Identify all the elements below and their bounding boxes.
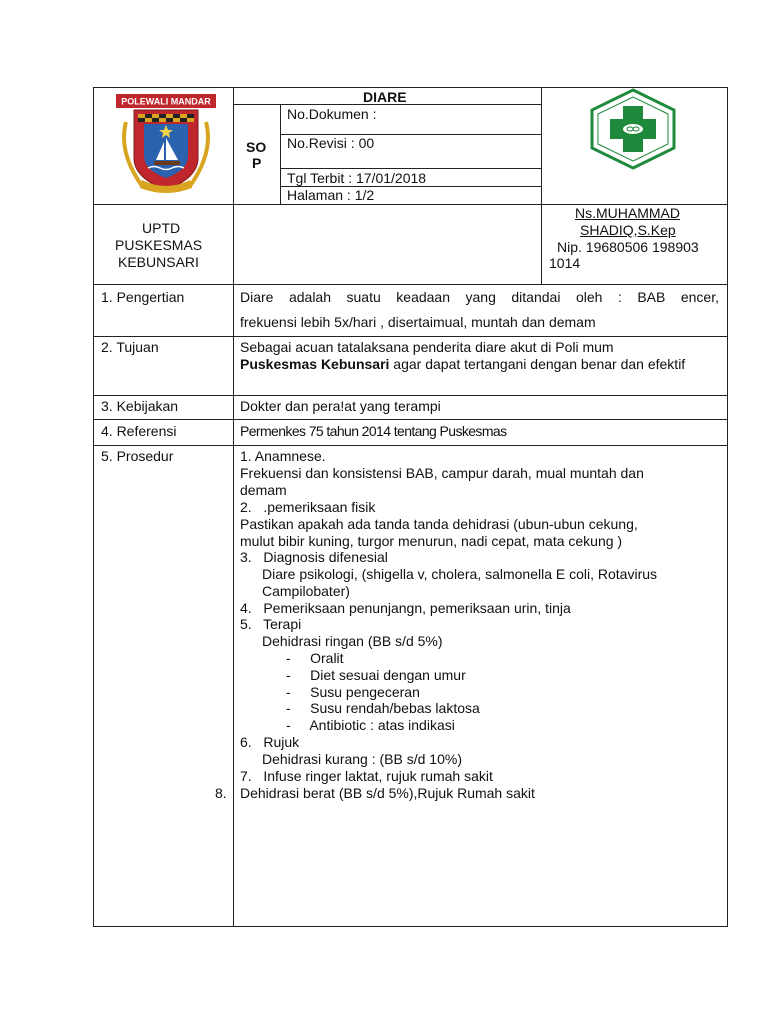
prosedur-line: Frekuensi dan konsistensi BAB, campur darah, mual muntah dan [240,465,644,481]
prosedur-line: 3. Diagnosis difenesial [240,549,388,565]
prosedur-line: Dehidrasi kurang : (BB s/d 10%) [262,751,462,767]
divider-col-left [233,87,234,927]
halaman-field: Halaman : 1/2 [287,187,375,203]
no-revisi-field: No.Revisi : 00 [287,135,375,151]
prosedur-line: 4. Pemeriksaan penunjangn, pemeriksaan urin, tinja [240,600,571,616]
svg-text:POLEWALI MANDAR: POLEWALI MANDAR [121,96,211,107]
signatory-nip-line2: 1014 [549,255,581,271]
divider-norev [280,168,541,169]
sop-label-bottom: P [252,155,262,171]
prosedur-line: 7. Infuse ringer laktat, rujuk rumah sakit [240,768,493,784]
prosedur-line: 5. Terapi [240,616,302,632]
prosedur-line: Dehidrasi berat (BB s/d 5%),Rujuk Rumah sakit [240,785,535,801]
label-referensi: 4. Referensi [101,423,177,439]
prosedur-line: Diare psikologi, (shigella v, cholera, salmonella E coli, Rotavirus [262,566,658,582]
divider-row2 [93,336,728,337]
divider-sop-col [280,104,281,204]
prosedur-line: 1. Anamnese. [240,448,326,464]
label-kebijakan: 3. Kebijakan [101,398,179,414]
pengertian-line2: frekuensi lebih 5x/hari , disertaimual, muntah dan demam [240,314,596,330]
divider-row3 [93,395,728,396]
prosedur-line: Dehidrasi ringan (BB s/d 5%) [262,633,443,649]
divider-row1 [93,284,728,285]
sop-label-top: SO [246,139,267,155]
prosedur-line: 8. [215,785,227,801]
prosedur-line: demam [240,482,287,498]
table-border-bottom [93,926,728,927]
pengertian-line1: Diare adalah suatu keadaan yang ditandai oleh : BAB encer, [240,289,719,305]
prosedur-line: Pastikan apakah ada tanda tanda dehidrasi (ubun-ubun cekung, [240,516,638,532]
tujuan-line1: Sebagai acuan tatalaksana penderita diare akut di Poli mum [240,339,614,355]
table-border-right [727,87,728,927]
org-line-kebunsari: KEBUNSARI [118,254,199,270]
prosedur-line: - Oralit [286,650,344,666]
org-line-uptd: UPTD [142,220,181,236]
divider-row5 [93,445,728,446]
prosedur-line: - Susu rendah/bebas laktosa [286,700,480,716]
table-border-left [93,87,94,927]
signatory-name-line2: SHADIQ,S.Kep [580,222,676,238]
tujuan-line2 [240,356,685,373]
label-tujuan: 2. Tujuan [101,339,159,355]
prosedur-line: - Susu pengeceran [286,684,420,700]
kebijakan-text: Dokter dan pera!at yang terampi [240,398,441,414]
divider-row4 [93,419,728,420]
prosedur-line: Campilobater) [262,583,350,599]
document-title: DIARE [363,89,407,105]
tujuan-line2-rest: agar dapat tertangani dengan benar dan efektif [389,356,686,372]
puskesmas-logo [588,88,678,170]
signatory-nip-line1: Nip. 19680506 198903 [557,239,699,255]
prosedur-line: 6. Rujuk [240,734,300,750]
label-prosedur: 5. Prosedur [101,448,174,464]
prosedur-line: mulut bibir kuning, turgor menurun, nadi cepat, mata cekung ) [240,533,623,549]
org-line-puskesmas: PUSKESMAS [115,237,203,253]
tujuan-puskesmas-name: Puskesmas Kebunsari [240,356,390,372]
no-dokumen-field: No.Dokumen : [287,106,377,122]
polewali-mandar-logo [112,92,220,196]
referensi-text: Permenkes 75 tahun 2014 tentang Puskesmas [240,423,507,439]
prosedur-line: - Antibiotic : atas indikasi [286,717,455,733]
tgl-terbit-field: Tgl Terbit : 17/01/2018 [287,170,427,186]
prosedur-line: - Diet sesuai dengan umur [286,667,466,683]
divider-col-right [541,87,542,284]
prosedur-line: 2. .pemeriksaan fisik [240,499,376,515]
signatory-name-line1: Ns.MUHAMMAD [575,205,680,221]
label-pengertian: 1. Pengertian [101,289,185,305]
